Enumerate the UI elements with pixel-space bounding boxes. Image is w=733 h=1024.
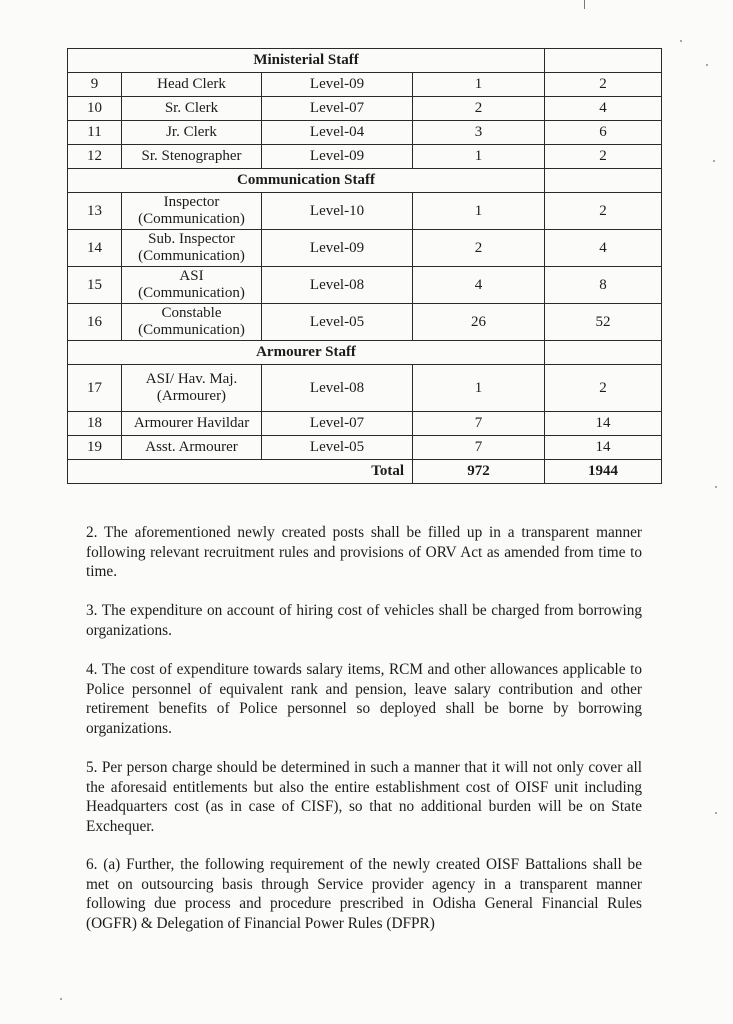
section-title: Armourer Staff [68,341,545,365]
scan-speck [713,160,715,162]
count-cell: 1 [413,145,545,169]
table-row [68,73,662,97]
total-cell: 8 [545,267,662,304]
section-header-row [68,169,662,193]
paragraph-4: 4. The cost of expenditure towards salary items, RCM and other allowances applicable to Police personnel of equivalent rank and pension, leave salary contribution and other retirement benefits of Police personnel so deployed shall be borne by borrowing organizations. [86,661,642,737]
scan-speck [60,998,62,1000]
paragraph-2: 2. The aforementioned newly created posts shall be filled up in a transparent manner following relevant recruitment rules and provisions of ORV Act as amended from time to time. [86,524,642,580]
level-cell: Level-07 [262,97,413,121]
section-blank-cell [545,169,662,193]
section-title: Communication Staff [68,169,545,193]
sl-cell: 19 [68,436,122,460]
table-row [68,193,662,230]
table-row [68,121,662,145]
sl-cell: 9 [68,73,122,97]
paragraph-5: 5. Per person charge should be determined in such a manner that it will not only cover all the aforesaid entitlements but also the entire establishment cost of OISF unit including Headquarters cost (as in case of CISF), so that no additional burden will be on State Exchequer. [86,759,642,835]
total-cell: 52 [545,304,662,341]
sl-cell: 15 [68,267,122,304]
table-row [68,304,662,341]
scan-speck [715,812,717,814]
post-line: Constable [161,305,222,321]
level-cell: Level-08 [262,365,413,412]
sl-cell: 12 [68,145,122,169]
paragraph-6a: 6. (a) Further, the following requirement of the newly created OISF Battalions shall be met on outsourcing basis through Service provider agency in a transparent manner following due process and procedure prescribed in Odisha General Financial Rules (OGFR) & Delegation of Financial Power Rules (DFPR) [86,856,642,932]
sl-cell: 10 [68,97,122,121]
count-cell: 7 [413,412,545,436]
post-line: Sub. Inspector [148,231,235,247]
total-cell: 4 [545,230,662,267]
section-blank-cell [545,341,662,365]
total-cell: 2 [545,365,662,412]
count-cell: 7 [413,436,545,460]
table-row [68,97,662,121]
sl-cell: 17 [68,365,122,412]
scan-speck [706,64,708,66]
post-cell [122,193,262,230]
total-cell: 6 [545,121,662,145]
level-cell: Level-07 [262,412,413,436]
section-title: Ministerial Staff [68,49,545,73]
table-row [68,230,662,267]
post-cell: Head Clerk [122,73,262,97]
level-cell: Level-09 [262,230,413,267]
count-cell: 2 [413,230,545,267]
total-cell: 14 [545,436,662,460]
count-cell: 1 [413,193,545,230]
post-line: Inspector [163,194,220,210]
sl-cell: 16 [68,304,122,341]
count-cell: 1 [413,73,545,97]
post-cell: Sr. Clerk [122,97,262,121]
total-cell: 2 [545,73,662,97]
table-row [68,365,662,412]
table-row [68,412,662,436]
section-blank-cell [545,49,662,73]
total-cell: 2 [545,145,662,169]
level-cell: Level-05 [262,436,413,460]
scan-speck [715,486,717,488]
table-row [68,145,662,169]
count-cell: 2 [413,97,545,121]
post-line: (Communication) [138,285,245,301]
table-row [68,267,662,304]
post-cell [122,365,262,412]
post-line: ASI/ Hav. Maj. [145,371,238,387]
post-cell: Armourer Havildar [122,412,262,436]
scan-speck [680,40,682,42]
level-cell: Level-05 [262,304,413,341]
post-line: (Communication) [138,322,245,338]
post-cell: Sr. Stenographer [122,145,262,169]
post-cell: Jr. Clerk [122,121,262,145]
section-header-row [68,49,662,73]
total-cell: 14 [545,412,662,436]
sl-cell: 11 [68,121,122,145]
level-cell: Level-04 [262,121,413,145]
level-cell: Level-09 [262,73,413,97]
total-cell: 4 [545,97,662,121]
post-line: ASI [179,268,204,284]
post-line: (Communication) [138,211,245,227]
post-cell [122,230,262,267]
level-cell: Level-08 [262,267,413,304]
total-cell: 2 [545,193,662,230]
total-count-cell: 972 [413,460,545,484]
post-line: (Communication) [138,248,245,264]
paragraph-3: 3. The expenditure on account of hiring cost of vehicles shall be charged from borrowing organizations. [86,602,642,639]
count-cell: 4 [413,267,545,304]
count-cell: 26 [413,304,545,341]
total-sum-cell: 1944 [545,460,662,484]
sl-cell: 13 [68,193,122,230]
post-cell: Asst. Armourer [122,436,262,460]
level-cell: Level-10 [262,193,413,230]
level-cell: Level-09 [262,145,413,169]
sl-cell: 14 [68,230,122,267]
staff-table [67,48,662,484]
sl-cell: 18 [68,412,122,436]
scan-edge-mark [584,0,585,9]
count-cell: 3 [413,121,545,145]
post-cell [122,304,262,341]
section-header-row [68,341,662,365]
total-label: Total [68,460,413,484]
table-row [68,436,662,460]
post-cell [122,267,262,304]
count-cell: 1 [413,365,545,412]
total-row [68,460,662,484]
post-line: (Armourer) [156,388,227,404]
